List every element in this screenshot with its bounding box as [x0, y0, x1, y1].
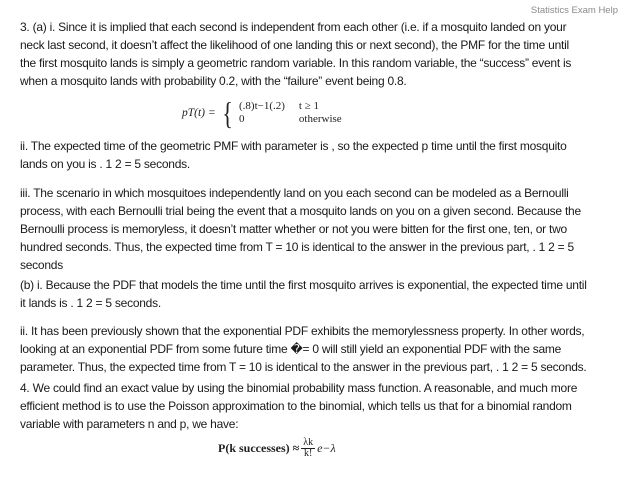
exponential-term: e−λ	[317, 441, 336, 455]
numerator: λk	[303, 437, 314, 448]
geometric-pmf-formula	[182, 95, 342, 131]
formula-lhs: pT(t) =	[182, 107, 216, 119]
paragraph-3a-i	[20, 18, 571, 90]
slide-header: Statistics Exam Help	[530, 5, 618, 16]
paragraph-4	[20, 379, 577, 433]
text-line: seconds	[20, 258, 63, 272]
text-line: ii. The expected time of the geometric PMF with parameter is , so the expected p time until the first mosquito	[20, 139, 567, 153]
text-line: variable with parameters n and p, we have:	[20, 417, 239, 431]
text-line: hundred seconds. Thus, the expected time from T = 10 is identical to the answer in the previous part, . 1 2 = 5	[20, 240, 574, 254]
case2-value: 0	[239, 113, 245, 125]
text-line: efficient method is to use the Poisson approximation to the binomial, which tells us that for a binomial random	[20, 399, 572, 413]
text-line: parameter. Thus, the expected time from T = 10 is identical to the answer in the previous part, . 1 2 = 5 seconds.	[20, 360, 587, 374]
text-line: Bernoulli process is memoryless, it doesn’t matter whether or not you were bitten for the first one, ten, or two	[20, 222, 567, 236]
formula-lhs: P(k successes) ≈	[218, 441, 300, 455]
text-line: the first mosquito lands is simply a geometric random variable. In this random variable, the “success” event is	[20, 56, 572, 70]
brace-symbol: {	[221, 95, 233, 131]
text-line: 4. We could find an exact value by using the binomial probability mass function. A reasonable, and much more	[20, 381, 578, 395]
text-line: lands on you is . 1 2 = 5 seconds.	[20, 157, 190, 171]
paragraph-3b-ii	[20, 322, 587, 376]
text-line: looking at an exponential PDF from some future time �= 0 will still yield an exponential PDF with the same	[20, 342, 562, 356]
formula-cases	[239, 100, 342, 126]
paragraph-3a-iii	[20, 184, 581, 274]
text-line: ii. It has been previously shown that the exponential PDF exhibits the memorylessness property. In other words,	[20, 324, 585, 338]
paragraph-3b-i	[20, 276, 587, 312]
text-line: neck last second, it doesn’t affect the likelihood of one landing this or next second), the PMF for the time until	[20, 38, 569, 52]
fraction	[301, 438, 315, 459]
case2-condition: otherwise	[298, 113, 342, 125]
text-line: when a mosquito lands with probability 0.2, with the “failure” event being 0.8.	[20, 74, 407, 88]
text-line: process, with each Bernoulli trial being the event that a mosquito lands on you on a given second. Because the	[20, 204, 581, 218]
paragraph-3a-ii	[20, 137, 567, 173]
denominator: k!	[304, 448, 313, 459]
poisson-approximation-formula	[218, 438, 336, 459]
text-line: iii. The scenario in which mosquitoes independently land on you each second can be modeled as a Bernoulli	[20, 186, 569, 200]
text-line: (b) i. Because the PDF that models the time until the first mosquito arrives is exponential, the expected time until	[20, 278, 587, 292]
case1-condition: t ≥ 1	[298, 100, 320, 112]
text-line: it lands is . 1 2 = 5 seconds.	[20, 296, 161, 310]
case1-value: (.8)t−1(.2)	[239, 100, 285, 112]
text-line: 3. (a) i. Since it is implied that each second is independent from each other (i.e. if a mosquito landed on your	[20, 20, 567, 34]
